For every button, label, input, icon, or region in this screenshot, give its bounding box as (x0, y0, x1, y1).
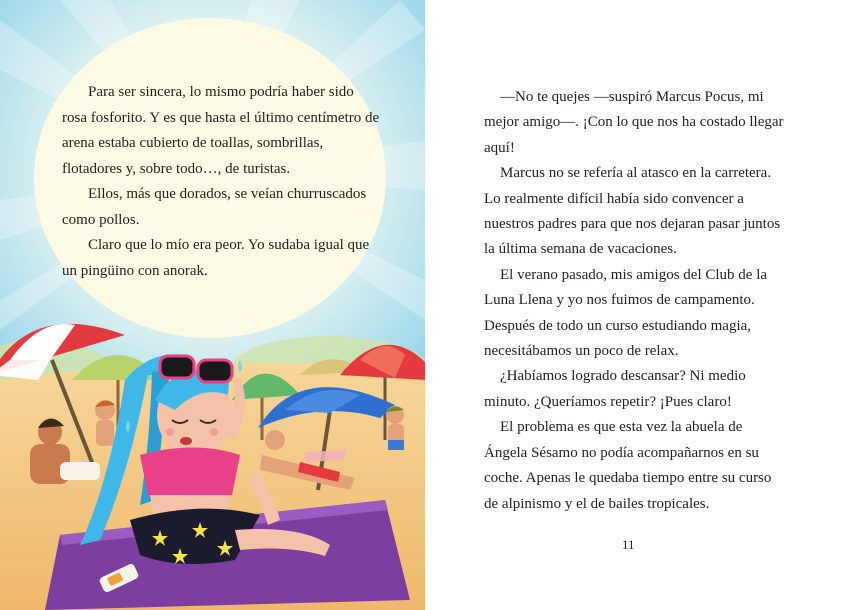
left-paragraph: Ellos, más que dorados, se veían churruscados como pollos. (62, 186, 367, 228)
right-paragraph: El verano pasado, mis amigos del Club de la Luna Llena y yo nos fuimos de campamento. Después de todo un curso estudiando magia, necesitábamos un poco de relax. (484, 266, 768, 360)
left-paragraph: Claro que lo mío era peor. Yo sudaba igual que un pingüino con anorak. (62, 237, 370, 279)
right-paragraph: El problema es que esta vez la abuela de Ángela Sésamo no podía acompañarnos en su coche. Apenas le quedaba tiempo entre su curso de alpinismo y el de bailes tropicales. (484, 419, 772, 512)
right-paragraph: —No te quejes —suspiró Marcus Pocus, mi mejor amigo—. ¡Con lo que nos ha costado llegar aquí! (484, 89, 784, 156)
right-page-text (484, 85, 784, 517)
left-page-text (62, 80, 382, 284)
page-number: 11 (622, 537, 635, 552)
right-paragraph: ¿Habíamos logrado descansar? Ni medio minuto. ¿Queríamos repetir? ¡Pues claro! (484, 368, 746, 410)
background-person-child (95, 400, 115, 446)
girl-shirt (140, 448, 240, 498)
left-paragraph: Para ser sincera, lo mismo podría haber sido rosa fosforito. Y es que hasta el último centímetro de arena estaba cubierto de toallas, sombrillas, flotadores y, sobre todo…, de turistas. (62, 84, 380, 177)
right-paragraph: Marcus no se refería al atasco en la carretera. Lo realmente difícil había sido convencer a nuestros padres para que nos dejaran pasar juntos la última semana de vacaciones. (484, 165, 781, 258)
background-person-right (386, 406, 404, 450)
girl-mouth (180, 437, 192, 445)
